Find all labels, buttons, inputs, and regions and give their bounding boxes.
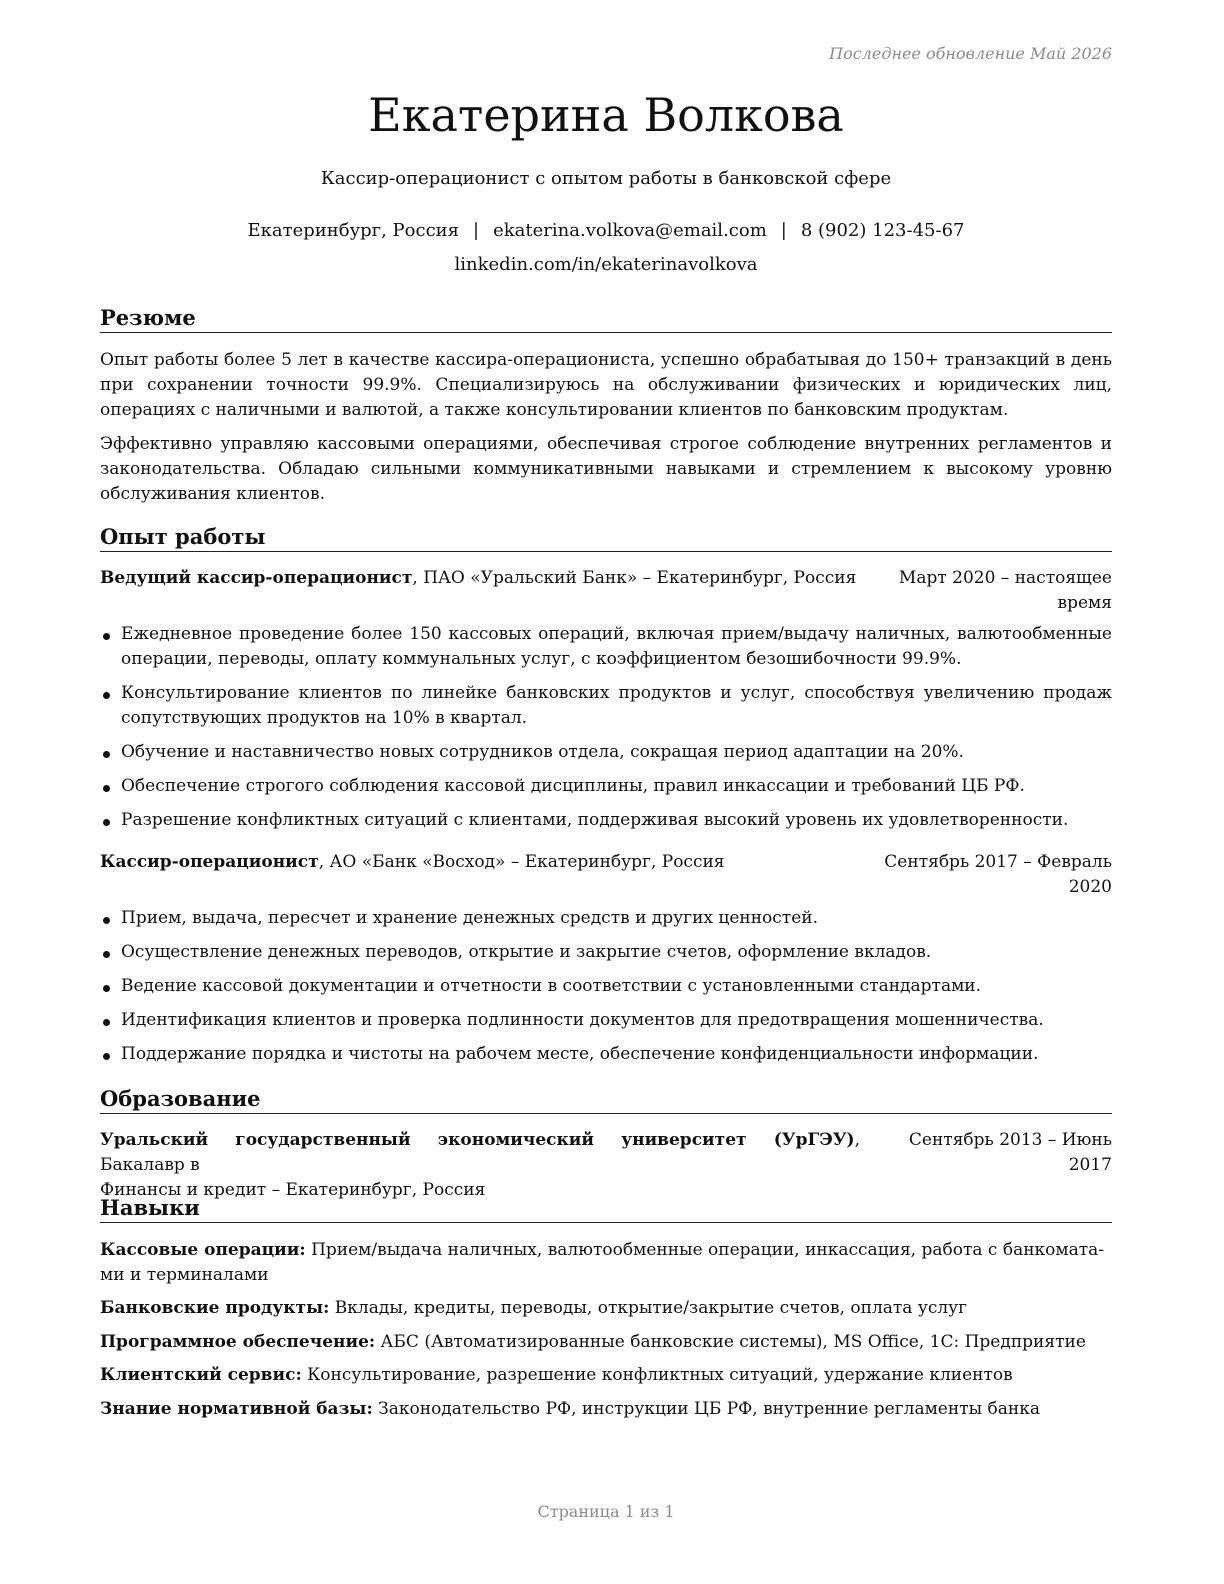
list-item: Ежедневное проведение более 150 кассовых операций, включая прием/выдачу наличных, валютообменные операции, переводы, оплату коммунальных услуг, с коэффициентом безошибочности 99.9%. [100, 622, 1112, 672]
skill-row [100, 1397, 1112, 1422]
skill-row [100, 1296, 1112, 1321]
bullet-icon [103, 633, 110, 640]
bullet-icon [103, 785, 110, 792]
section-title-experience: Опыт работы [100, 524, 1112, 552]
list-item: Ведение кассовой документации и отчетности в соответствии с установленными стандартами. [100, 974, 1112, 999]
candidate-subtitle: Кассир-операционист с опытом работы в банковской сфере [320, 168, 892, 189]
skill-row [100, 1330, 1112, 1355]
job-dates: 2020 [1068, 877, 1112, 897]
contact-location: Екатеринбург, Россия [247, 220, 460, 241]
education-institution: Уральский государственный экономический университет (УрГЭУ) [100, 1130, 855, 1150]
education-degree: , Бакалавр в [100, 1130, 860, 1175]
skill-label: Кассовые операции: [100, 1240, 306, 1260]
skill-label: Знание нормативной базы: [100, 1399, 373, 1419]
education-field: Финансы и кредит – Екатеринбург, Россия [100, 1180, 486, 1200]
page-number: Страница 1 из 1 [537, 1502, 675, 1521]
skill-label: Клиентский сервис: [100, 1365, 302, 1385]
skill-row [100, 1363, 1112, 1388]
skill-value: ми и терминалами [100, 1265, 269, 1285]
bullet-icon [103, 917, 110, 924]
bullet-icon [103, 819, 110, 826]
list-item: Осуществление денежных переводов, открытие и закрытие счетов, оформление вкладов. [100, 940, 1112, 965]
list-item: Поддержание порядка и чистоты на рабочем месте, обеспечение конфиденциальности информации. [100, 1042, 1112, 1067]
resume-page [100, 0, 1112, 1584]
bullet-icon [103, 985, 110, 992]
skill-value: Вклады, кредиты, переводы, открытие/закрытие счетов, оплата услуг [329, 1298, 968, 1318]
education-dates: 2017 [1068, 1155, 1112, 1175]
job-bullets [100, 906, 1112, 1076]
contact-phone: 8 (902) 123-45-67 [800, 220, 965, 241]
job-dates: Март 2020 – настоящее [898, 568, 1112, 588]
list-item: Идентификация клиентов и проверка подлинности документов для предотвращения мошенничества. [100, 1008, 1112, 1033]
skill-label: Программное обеспечение: [100, 1332, 376, 1352]
skill-value: Законодательство РФ, инструкции ЦБ РФ, внутренние регламенты банка [372, 1399, 1040, 1419]
summary-paragraph: Эффективно управляю кассовыми операциями, обеспечивая строгое соблюдение внутренних регламентов и законодательства. Обладаю сильными коммуникативными навыками и стремлением к высокому уровню обслуживания клиентов. [100, 434, 1112, 504]
job-company: , ПАО «Уральский Банк» – Екатеринбург, Россия [412, 568, 857, 588]
education-dates: Сентябрь 2013 – Июнь [908, 1130, 1112, 1150]
skill-row [100, 1238, 1112, 1288]
last-updated: Последнее обновление Май 2026 [829, 44, 1112, 63]
contact-email[interactable]: ekaterina.volkova@email.com [493, 220, 767, 241]
bullet-icon [103, 692, 110, 699]
contact-line [100, 220, 1112, 241]
job-dates: время [1057, 593, 1112, 613]
list-item: Разрешение конфликтных ситуаций с клиентами, поддерживая высокий уровень их удовлетворенности. [100, 808, 1112, 833]
contact-separator: | [780, 220, 787, 241]
contact-linkedin[interactable]: linkedin.com/in/ekaterinavolkova [454, 254, 758, 275]
summary-paragraph: Опыт работы более 5 лет в качестве кассира-операциониста, успешно обрабатывая до 150+ транзакций в день при сохранении точности 99.9%. Специализируюсь на обслуживании физических и юридических лиц, операциях с наличными и валютой, а также консультировании клиентов по банковским продуктам. [100, 350, 1112, 420]
list-item: Обучение и наставничество новых сотрудников отдела, сокращая период адаптации на 20%. [100, 740, 1112, 765]
job-dates: Сентябрь 2017 – Февраль [884, 852, 1112, 872]
candidate-name: Екатерина Волкова [368, 88, 844, 142]
job-company: , АО «Банк «Восход» – Екатеринбург, Россия [318, 852, 725, 872]
skill-value: АБС (Автоматизированные банковские системы), MS Office, 1С: Предприятие [375, 1332, 1086, 1352]
skill-value: Консультирование, разрешение конфликтных ситуаций, удержание клиентов [301, 1365, 1013, 1385]
section-title-education: Образование [100, 1086, 1112, 1114]
list-item: Консультирование клиентов по линейке банковских продуктов и услуг, способствуя увеличению продаж сопутствующих продуктов на 10% в квартал. [100, 681, 1112, 731]
job-position: Ведущий кассир-операционист [100, 568, 413, 588]
bullet-icon [103, 951, 110, 958]
bullet-icon [103, 1019, 110, 1026]
section-title-skills: Навыки [100, 1195, 1112, 1223]
list-item: Обеспечение строгого соблюдения кассовой дисциплины, правил инкассации и требований ЦБ РФ. [100, 774, 1112, 799]
section-title-summary: Резюме [100, 305, 1112, 333]
job-position: Кассир-операционист [100, 852, 319, 872]
bullet-icon [103, 1053, 110, 1060]
job-bullets [100, 622, 1112, 842]
skill-value: Прием/выдача наличных, валютообменные операции, инкассация, работа с банкомата- [305, 1240, 1105, 1260]
bullet-icon [103, 751, 110, 758]
contact-separator: | [473, 220, 480, 241]
skill-label: Банковские продукты: [100, 1298, 330, 1318]
list-item: Прием, выдача, пересчет и хранение денежных средств и других ценностей. [100, 906, 1112, 931]
